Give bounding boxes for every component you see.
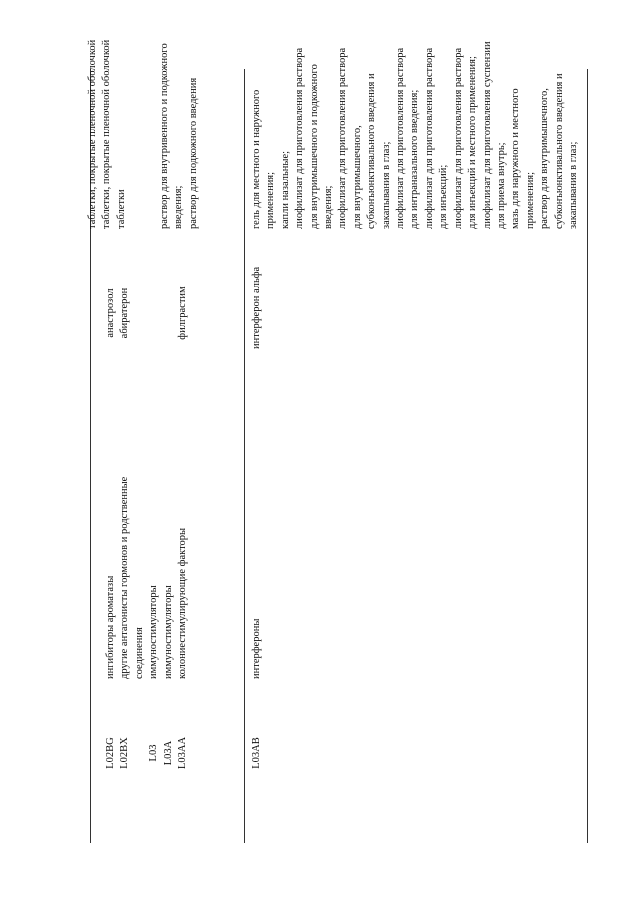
dosage-form: таблетки, покрытые пленочной оболочкой (101, 39, 113, 229)
dosage-form: раствор для внутримышечного, (539, 88, 551, 229)
drug-name: абиратерон (119, 287, 131, 339)
group-name: колониестимулирующие факторы (177, 527, 189, 679)
atc-code: L02BG (105, 737, 116, 769)
row1-codes (104, 717, 190, 789)
dosage-form: лиофилизат для приготовления раствора (395, 47, 407, 229)
dosage-form: лиофилизат для приготовления раствора (294, 47, 306, 229)
drug-name (162, 253, 176, 373)
dosage-form: для инъекций и местного применения; (467, 56, 479, 229)
dosage-form: для внутримышечного, (351, 125, 363, 229)
table-bottom-rule (587, 69, 588, 843)
row-divider (244, 69, 245, 843)
dosage-form: для приема внутрь; (495, 142, 507, 229)
dosage-form: закапывания в глаз; (380, 141, 392, 229)
group-name: иммуностимуляторы (148, 585, 160, 679)
atc-code: L03AB (251, 737, 262, 769)
dosage-form: таблетки, покрытые пленочной оболочкой (87, 39, 98, 229)
dosage-form: раствор для внутривенного и подкожного (159, 43, 171, 229)
dosage-form: мазь для наружного и местного (510, 88, 522, 229)
dosage-form: для интраназального введения; (409, 89, 421, 229)
dosage-form (144, 29, 158, 229)
dosage-form: применения; (524, 171, 536, 229)
row1-forms (86, 29, 201, 229)
dosage-form: лиофилизат для приготовления раствора (452, 47, 464, 229)
drug-name: интерферон альфа (251, 266, 262, 349)
row1-drugs (104, 253, 190, 373)
group-name: интерфероны (251, 618, 262, 679)
dosage-form: таблетки (115, 189, 127, 229)
row2-forms (250, 29, 581, 229)
group-name: иммуностимуляторы (162, 585, 174, 679)
dosage-form: субконъюнктивального введения и (553, 73, 565, 229)
dosage-form: закапывания в глаз; (567, 141, 579, 229)
atc-code: L03 (148, 744, 160, 762)
dosage-form: для инъекций; (438, 164, 450, 229)
dosage-form: лиофилизат для приготовления раствора (423, 47, 435, 229)
drug-table (87, 39, 588, 843)
dosage-form: введения; (323, 185, 335, 229)
atc-code: L03AA (177, 736, 189, 770)
atc-code: L03A (162, 740, 174, 766)
row2-groups (250, 419, 264, 679)
drug-name (147, 253, 161, 373)
row2-drugs (250, 239, 264, 349)
group-name: другие антагонисты гормонов и родственные (119, 476, 131, 679)
group-name: соединения (133, 627, 145, 679)
group-name: ингибиторы ароматазы (105, 575, 116, 679)
dosage-form: лиофилизат для приготовления суспензии (481, 41, 493, 229)
atc-code: L02BX (119, 737, 131, 769)
row1-groups (104, 419, 190, 679)
dosage-form: применения; (265, 171, 277, 229)
dosage-form: субконъюнктивального введения и (366, 73, 378, 229)
dosage-form: введения; (173, 185, 185, 229)
dosage-form: для внутримышечного и подкожного (308, 64, 320, 229)
row2-codes (250, 717, 264, 789)
dosage-form: гель для местного и наружного (251, 89, 262, 229)
drug-name: филграстим (177, 286, 189, 340)
drug-name: анастрозол (105, 288, 116, 338)
drug-name (133, 253, 147, 373)
dosage-form: лиофилизат для приготовления раствора (337, 47, 349, 229)
dosage-form (129, 29, 143, 229)
dosage-form: раствор для подкожного введения (187, 77, 199, 229)
dosage-form: капли назальные; (279, 150, 291, 229)
atc-code (133, 717, 147, 789)
